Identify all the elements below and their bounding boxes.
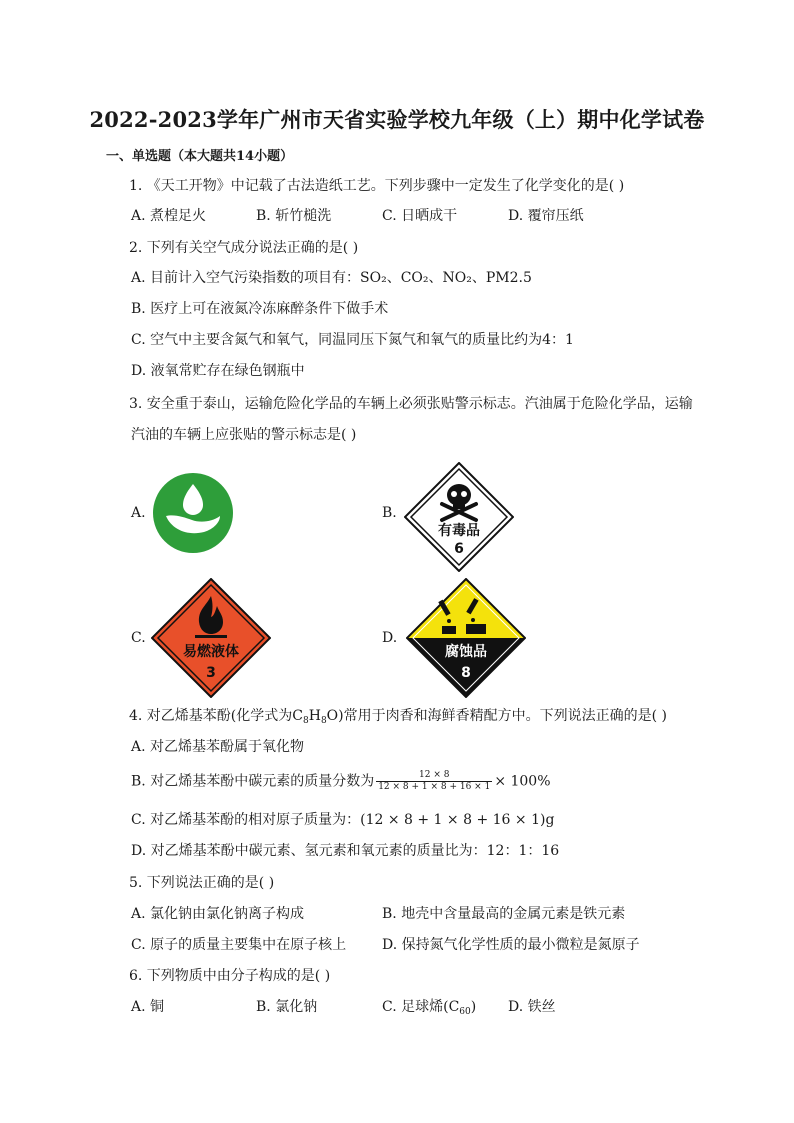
question-3-option-b-label: B. <box>382 505 397 521</box>
toxic-class-number: 6 <box>454 541 464 557</box>
mass-fraction <box>376 770 492 793</box>
flammable-label: 易燃液体 <box>183 644 239 660</box>
question-4-option-c[interactable]: C. 对乙烯基苯酚的相对原子质量为：(12 × 8 + 1 × 8 + 16 × 1)g <box>131 812 555 828</box>
question-6-option-c[interactable] <box>382 997 476 1022</box>
question-4-stem-text-2: H <box>308 708 321 724</box>
question-1-option-d[interactable]: D. 覆帘压纸 <box>508 208 584 224</box>
question-6-option-b[interactable]: B. 氯化钠 <box>256 999 318 1015</box>
flammable-class-number: 3 <box>206 665 216 681</box>
question-5-option-c[interactable]: C. 原子的质量主要集中在原子核上 <box>131 937 347 953</box>
question-6-option-a[interactable]: A. 铜 <box>131 999 165 1015</box>
question-4-sub-1: 8 <box>302 716 309 726</box>
question-4-stem <box>129 706 667 731</box>
question-1-option-a[interactable]: A. 煮楻足火 <box>131 208 207 224</box>
question-6-option-c-sub: 60 <box>459 1007 471 1017</box>
question-1-stem: 1. 《天工开物》中记载了古法造纸工艺。下列步骤中一定发生了化学变化的是( ) <box>129 178 625 194</box>
question-1-option-c[interactable]: C. 日晒成干 <box>382 208 458 224</box>
question-3-option-c-flammable-sign[interactable] <box>151 578 271 698</box>
question-1-option-b[interactable]: B. 斩竹槌洗 <box>256 208 332 224</box>
fraction-denominator: 12 × 8 + 1 × 8 + 16 × 1 <box>378 782 491 792</box>
question-2-stem: 2. 下列有关空气成分说法正确的是( ) <box>129 240 359 256</box>
question-4-stem-text-3: O)常用于肉香和海鲜香精配方中。下列说法正确的是( ) <box>326 708 667 724</box>
question-5-option-a[interactable]: A. 氯化钠由氯化钠离子构成 <box>131 906 305 922</box>
question-4-option-d[interactable]: D. 对乙烯基苯酚中碳元素、氢元素和氧元素的质量比为：12：1：16 <box>131 843 560 859</box>
question-3-option-d-corrosive-sign[interactable] <box>406 578 526 698</box>
corrosive-label: 腐蚀品 <box>445 644 487 660</box>
question-6-option-c-close: ) <box>470 999 477 1015</box>
question-3-option-c-label: C. <box>131 630 146 646</box>
question-5-option-d[interactable]: D. 保持氮气化学性质的最小微粒是氮原子 <box>382 937 640 953</box>
question-4-option-b-text: B. 对乙烯基苯酚中碳元素的质量分数为 <box>131 773 375 790</box>
fraction-numerator: 12 × 8 <box>376 770 492 782</box>
question-4-option-a[interactable]: A. 对乙烯基苯酚属于氧化物 <box>131 739 305 755</box>
question-3-option-a-label: A. <box>131 505 146 521</box>
question-4-option-b-percent: × 100% <box>494 773 551 790</box>
question-3-stem-line-1: 3. 安全重于泰山，运输危险化学品的车辆上必须张贴警示标志。汽油属于危险化学品，运输 <box>129 396 693 412</box>
question-2-option-b[interactable]: B. 医疗上可在液氮冷冻麻醉条件下做手术 <box>131 301 389 317</box>
question-4-sub-2: 8 <box>320 716 327 726</box>
question-2-option-a[interactable]: A. 目前计入空气污染指数的项目有：SO₂、CO₂、NO₂、PM2.5 <box>131 270 532 286</box>
corrosive-class-number: 8 <box>461 665 471 681</box>
question-6-option-d[interactable]: D. 铁丝 <box>508 999 556 1015</box>
question-4-option-b[interactable] <box>131 770 551 793</box>
question-3-stem-line-2: 汽油的车辆上应张贴的警示标志是( ) <box>131 427 357 443</box>
question-3-option-b-toxic-sign[interactable] <box>404 462 514 572</box>
question-5-stem: 5. 下列说法正确的是( ) <box>129 875 275 891</box>
page-title: 2022-2023学年广州市天省实验学校九年级（上）期中化学试卷 <box>89 107 705 132</box>
question-6-stem: 6. 下列物质中由分子构成的是( ) <box>129 968 331 984</box>
question-4-stem-text-1: 4. 对乙烯基苯酚(化学式为C <box>129 708 303 724</box>
question-3-option-a-green-sign[interactable] <box>152 472 234 554</box>
toxic-label: 有毒品 <box>438 523 480 539</box>
question-2-option-c[interactable]: C. 空气中主要含氮气和氧气，同温同压下氮气和氧气的质量比约为4：1 <box>131 332 574 348</box>
section-heading: 一、单选题（本大题共14小题） <box>106 149 294 164</box>
question-5-option-b[interactable]: B. 地壳中含量最高的金属元素是铁元素 <box>382 906 626 922</box>
question-3-option-d-label: D. <box>382 630 398 646</box>
question-6-option-c-text: C. 足球烯(C <box>382 999 460 1015</box>
question-2-option-d[interactable]: D. 液氧常贮存在绿色钢瓶中 <box>131 363 305 379</box>
